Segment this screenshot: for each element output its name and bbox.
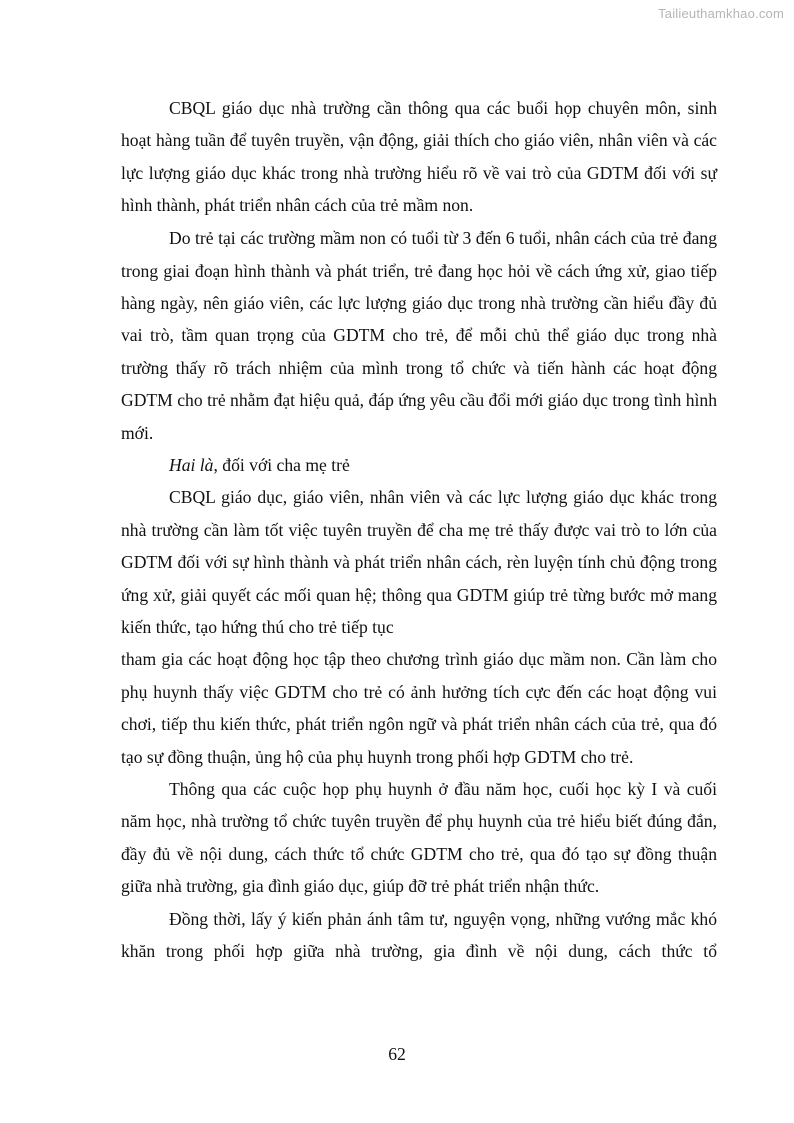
paragraph-4: Thông qua các cuộc họp phụ huynh ở đầu năm học, cuối học kỳ I và cuối năm học, nhà trường tổ chức tuyên truyền để phụ huynh của trẻ hiểu biết đúng đắn, đầy đủ về nội dung, cách thức tổ chức GDTM cho trẻ, qua đó tạo sự đồng thuận giữa nhà trường, gia đình giáo dục, giúp đỡ trẻ phát triển nhận thức.: [121, 779, 717, 897]
page-number: 62: [388, 1044, 406, 1064]
heading-italic: Hai là: [169, 454, 214, 475]
section-heading: [121, 449, 717, 481]
paragraph-3a: CBQL giáo dục, giáo viên, nhân viên và các lực lượng giáo dục khác trong nhà trường cần làm tốt việc tuyên truyền để cha mẹ trẻ thấy được vai trò to lớn của GDTM đối với sự hình thành và phát triển nhân cách, rèn luyện tính chủ động trong ứng xử, giải quyết các mối quan hệ; thông qua GDTM giúp trẻ từng bước mở mang kiến thức, tạo hứng thú cho trẻ tiếp tục: [121, 487, 717, 637]
paragraph-3b: tham gia các hoạt động học tập theo chương trình giáo dục mầm non. Cần làm cho phụ huynh thấy việc GDTM cho trẻ có ảnh hưởng tích cực đến các hoạt động vui chơi, tiếp thu kiến thức, phát triển ngôn ngữ và phát triển nhân cách của trẻ, qua đó tạo sự đồng thuận, ủng hộ của phụ huynh trong phối hợp GDTM cho trẻ.: [121, 649, 717, 767]
heading-rest: , đối với cha mẹ trẻ: [213, 454, 350, 475]
document-body: [121, 92, 717, 967]
paragraph-5: Đồng thời, lấy ý kiến phản ánh tâm tư, nguyện vọng, những vướng mắc khó khăn trong phối hợp giữa nhà trường, gia đình về nội dung, cách thức tổ: [121, 908, 717, 962]
paragraph-1: CBQL giáo dục nhà trường cần thông qua các buổi họp chuyên môn, sinh hoạt hàng tuần để tuyên truyền, vận động, giải thích cho giáo viên, nhân viên và các lực lượng giáo dục khác trong nhà trường hiểu rõ về vai trò của GDTM đối với sự hình thành, phát triển nhân cách của trẻ mầm non.: [121, 98, 717, 216]
watermark: Tailieuthamkhao.com: [658, 6, 784, 21]
paragraph-2: Do trẻ tại các trường mầm non có tuổi từ 3 đến 6 tuổi, nhân cách của trẻ đang trong giai đoạn hình thành và phát triển, trẻ đang học hỏi về cách ứng xử, giao tiếp hàng ngày, nên giáo viên, các lực lượng giáo dục trong nhà trường cần hiểu đầy đủ vai trò, tầm quan trọng của GDTM cho trẻ, để mỗi chủ thể giáo dục trong nhà trường thấy rõ trách nhiệm của mình trong tổ chức và tiến hành các hoạt động GDTM cho trẻ nhằm đạt hiệu quả, đáp ứng yêu cầu đổi mới giáo dục trong tình hình mới.: [121, 228, 717, 443]
